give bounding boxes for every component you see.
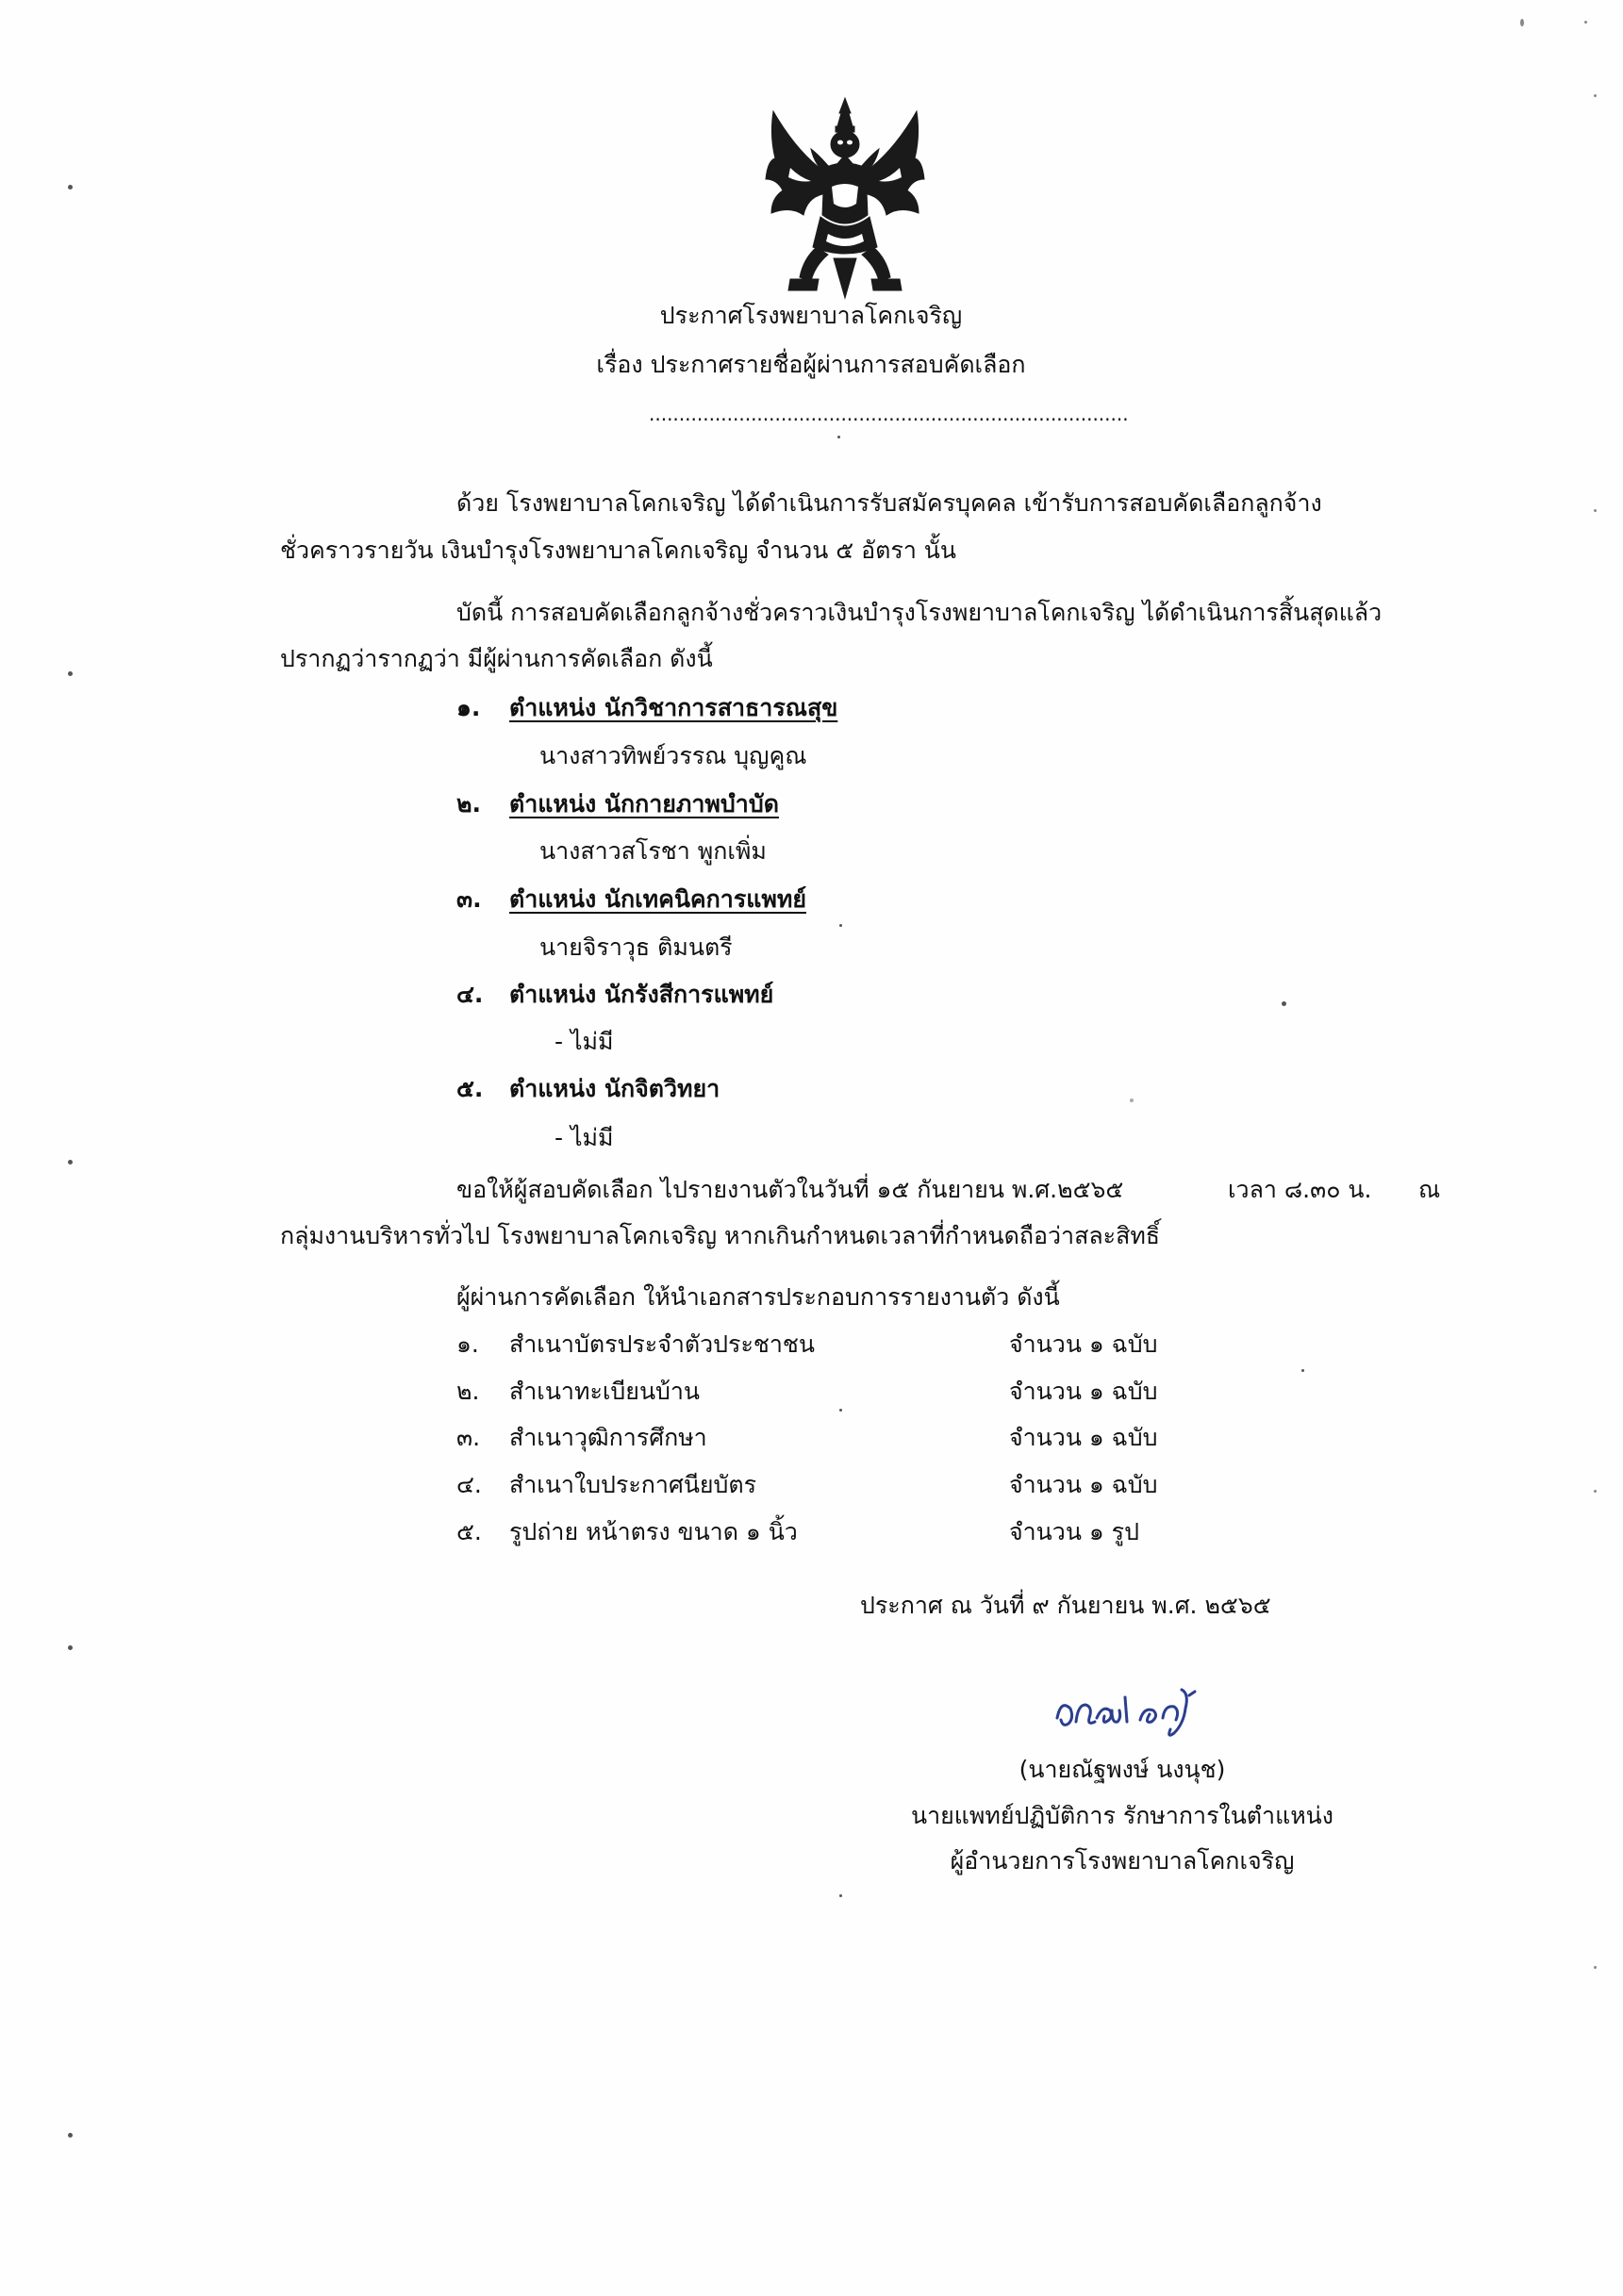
doc-label: รูปถ่าย หน้าตรง ขนาด ๑ นิ้ว — [509, 1518, 798, 1545]
signatory-name: (นายณัฐพงษ์ นงนุช) — [1019, 1756, 1226, 1783]
scan-speck — [1594, 1490, 1597, 1493]
position-person: - ไม่มี — [555, 1124, 614, 1151]
scan-speck — [68, 185, 73, 190]
signatory-office: ผู้อำนวยการโรงพยาบาลโคกเจริญ — [950, 1847, 1295, 1875]
subject-heading: เรื่อง ประกาศรายชื่อผู้ผ่านการสอบคัดเลือก — [596, 351, 1026, 378]
scan-speck — [1584, 21, 1587, 24]
position-number: ๑. — [456, 694, 481, 721]
docs-intro: ผู้ผ่านการคัดเลือก ให้นำเอกสารประกอบการรายงานตัว ดังนี้ — [456, 1283, 1060, 1311]
result-line-1: บัดนี้ การสอบคัดเลือกลูกจ้างชั่วคราวเงินบำรุงโรงพยาบาลโคกเจริญ ได้ดำเนินการสิ้นสุดแล้ว — [456, 599, 1383, 626]
result-line-2: ปรากฏว่ารากฏว่า มีผู้ผ่านการคัดเลือก ดังนี้ — [280, 645, 713, 672]
doc-quantity: จำนวน ๑ ฉบับ — [1009, 1424, 1158, 1451]
scan-speck — [1520, 19, 1524, 26]
scan-speck — [68, 1160, 73, 1165]
header-dotted-rule: ................................................................................ — [649, 403, 1129, 425]
doc-number: ๓. — [456, 1424, 481, 1451]
scan-speck — [1594, 509, 1597, 512]
position-person: นางสาวทิพย์วรรณ บุญคูณ — [539, 742, 807, 769]
scan-speck — [1282, 1001, 1286, 1006]
doc-number: ๔. — [456, 1471, 482, 1498]
signatory-position: นายแพทย์ปฏิบัติการ รักษาการในตำแหน่ง — [911, 1802, 1333, 1829]
report-line-2: กลุ่มงานบริหารทั่วไป โรงพยาบาลโคกเจริญ หากเกินกำหนดเวลาที่กำหนดถือว่าสละสิทธิ์ — [280, 1222, 1161, 1249]
position-title: ตำแหน่ง นักจิตวิทยา — [509, 1075, 720, 1102]
position-number: ๔. — [456, 981, 484, 1008]
announce-date: ประกาศ ณ วันที่ ๙ กันยายน พ.ศ. ๒๕๖๕ — [860, 1592, 1271, 1619]
scan-speck — [1594, 94, 1597, 97]
scan-speck — [68, 1645, 73, 1650]
report-line-1: ขอให้ผู้สอบคัดเลือก ไปรายงานตัวในวันที่ ๑๕ กันยายน พ.ศ.๒๕๖๕ — [456, 1176, 1124, 1203]
position-number: ๓. — [456, 885, 482, 913]
doc-label: สำเนาใบประกาศนียบัตร — [509, 1471, 757, 1498]
position-title: ตำแหน่ง นักรังสีการแพทย์ — [509, 981, 774, 1008]
scan-speck — [837, 436, 840, 438]
handwritten-signature — [1052, 1677, 1207, 1743]
position-person: - ไม่มี — [555, 1028, 614, 1055]
scan-speck — [68, 671, 73, 676]
position-title: ตำแหน่ง นักวิชาการสาธารณสุข — [509, 694, 838, 721]
intro-line-1: ด้วย โรงพยาบาลโคกเจริญ ได้ดำเนินการรับสมัครบุคคล เข้ารับการสอบคัดเลือกลูกจ้าง — [456, 489, 1322, 517]
scan-speck — [839, 1409, 842, 1412]
doc-quantity: จำนวน ๑ ฉบับ — [1009, 1378, 1158, 1405]
position-person: นายจิราวุธ ติมนตรี — [539, 933, 733, 961]
doc-number: ๒. — [456, 1378, 480, 1405]
garuda-emblem-icon — [762, 92, 928, 302]
doc-label: สำเนาวุฒิการศึกษา — [509, 1424, 707, 1451]
doc-number: ๕. — [456, 1518, 482, 1545]
doc-quantity: จำนวน ๑ ฉบับ — [1009, 1471, 1158, 1498]
scan-speck — [839, 1894, 842, 1897]
position-person: นางสาวสโรชา พูกเพิ่ม — [539, 837, 767, 865]
doc-label: สำเนาบัตรประจำตัวประชาชน — [509, 1330, 815, 1358]
scan-speck — [1130, 1098, 1134, 1102]
scan-speck — [68, 2133, 73, 2138]
scan-speck — [839, 924, 842, 927]
position-title: ตำแหน่ง นักเทคนิคการแพทย์ — [509, 885, 806, 913]
position-title: ตำแหน่ง นักกายภาพบำบัด — [509, 790, 779, 818]
position-number: ๕. — [456, 1075, 484, 1102]
intro-line-2: ชั่วคราวรายวัน เงินบำรุงโรงพยาบาลโคกเจริญ จำนวน ๕ อัตรา นั้น — [280, 537, 956, 564]
report-at: ณ — [1418, 1176, 1441, 1203]
scan-speck — [1594, 1966, 1597, 1969]
doc-quantity: จำนวน ๑ ฉบับ — [1009, 1330, 1158, 1358]
doc-number: ๑. — [456, 1330, 479, 1358]
position-number: ๒. — [456, 790, 481, 818]
scan-speck — [1301, 1369, 1304, 1372]
doc-label: สำเนาทะเบียนบ้าน — [509, 1378, 701, 1405]
announcer-heading: ประกาศโรงพยาบาลโคกเจริญ — [659, 302, 963, 329]
doc-quantity: จำนวน ๑ รูป — [1009, 1518, 1139, 1545]
report-time: เวลา ๘.๓๐ น. — [1228, 1176, 1372, 1203]
